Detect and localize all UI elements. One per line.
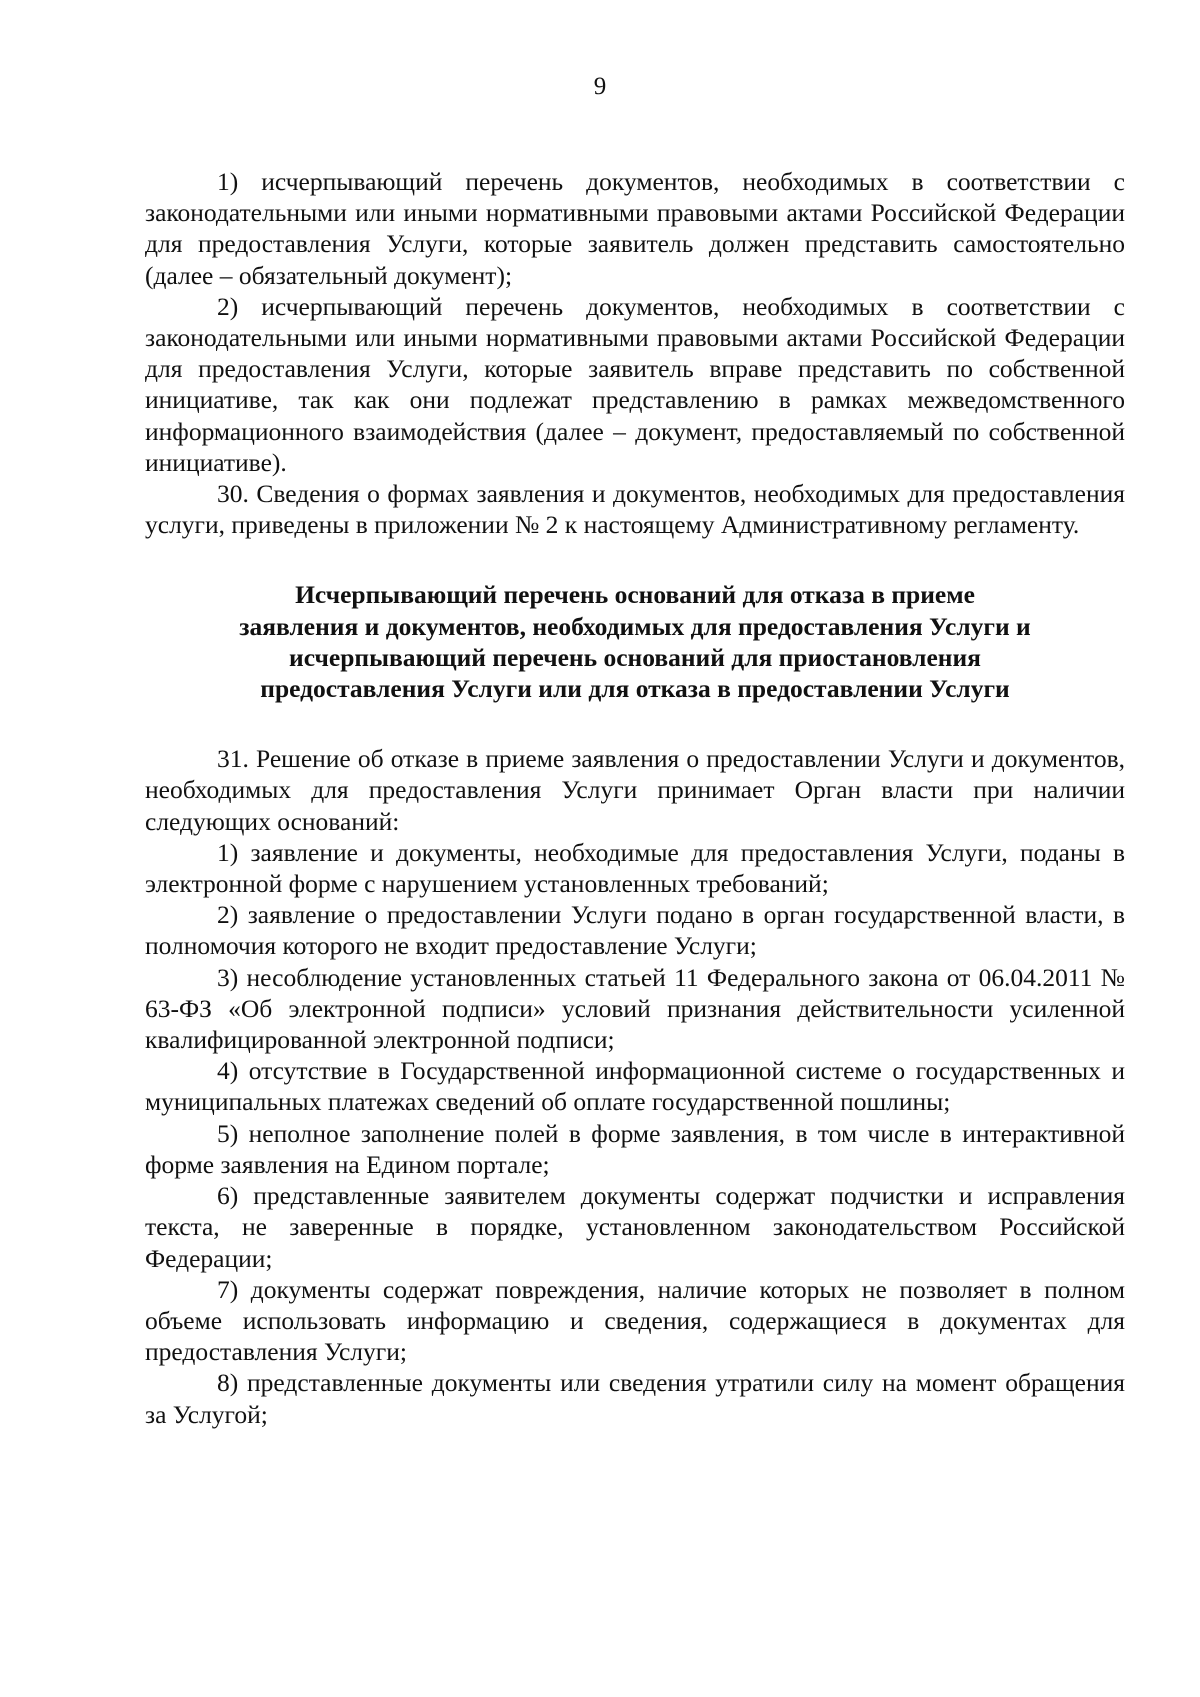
section-heading <box>145 579 1125 704</box>
list-item-2-optional-docs: 2) исчерпывающий перечень документов, необходимых в соответствии с законодательными или иными нормативными правовыми актами Российской Федерации для предоставления Услуги, которые заявитель вправе представить по собственной инициативе, так как они подлежат представлению в рамках межведомственного информационного взаимодействия (далее – документ, предоставляемый по собственной инициативе). <box>145 291 1125 477</box>
refusal-ground-3: 3) несоблюдение установленных статьей 11 Федерального закона от 06.04.2011 № 63-ФЗ «Об электронной подписи» условий признания действительности усиленной квалифицированной электронной подписи; <box>145 962 1125 1055</box>
page-number: 9 <box>593 73 607 100</box>
section-heading-line: исчерпывающий перечень оснований для приостановления <box>289 642 981 672</box>
refusal-ground-7: 7) документы содержат повреждения, наличие которых не позволяет в полном объеме использовать информацию и сведения, содержащиеся в документах для предоставления Услуги; <box>145 1274 1125 1367</box>
document-body <box>145 166 1125 1430</box>
refusal-ground-4: 4) отсутствие в Государственной информационной системе о государственных и муниципальных платежах сведений об оплате государственной пошлины; <box>145 1056 1125 1117</box>
refusal-ground-8: 8) представленные документы или сведения утратили силу на момент обращения за Услугой; <box>145 1368 1125 1429</box>
refusal-ground-6: 6) представленные заявителем документы содержат подчистки и исправления текста, не заверенные в порядке, установленном законодательством Российской Федерации; <box>145 1181 1125 1273</box>
refusal-ground-2: 2) заявление о предоставлении Услуги подано в орган государственной власти, в полномочия которого не входит предоставление Услуги; <box>145 900 1125 961</box>
clause-31: 31. Решение об отказе в приеме заявления о предоставлении Услуги и документов, необходимых для предоставления Услуги принимает Орган власти при наличии следующих оснований: <box>145 744 1125 836</box>
refusal-ground-5: 5) неполное заполнение полей в форме заявления, в том числе в интерактивной форме заявления на Едином портале; <box>145 1118 1125 1179</box>
section-heading-line: Исчерпывающий перечень оснований для отказа в приеме <box>295 580 975 610</box>
section-heading-line: заявления и документов, необходимых для предоставления Услуги и <box>239 611 1031 641</box>
clause-30: 30. Сведения о формах заявления и документов, необходимых для предоставления услуги, приведены в приложении № 2 к настоящему Административному регламенту. <box>145 479 1125 540</box>
section-heading-line: предоставления Услуги или для отказа в предоставлении Услуги <box>260 674 1010 704</box>
refusal-ground-1: 1) заявление и документы, необходимые для предоставления Услуги, поданы в электронной форме с нарушением установленных требований; <box>145 837 1125 899</box>
list-item-1-mandatory-docs: 1) исчерпывающий перечень документов, необходимых в соответствии с законодательными или иными нормативными правовыми актами Российской Федерации для предоставления Услуги, которые заявитель должен представить самостоятельно (далее – обязательный документ); <box>145 167 1125 290</box>
